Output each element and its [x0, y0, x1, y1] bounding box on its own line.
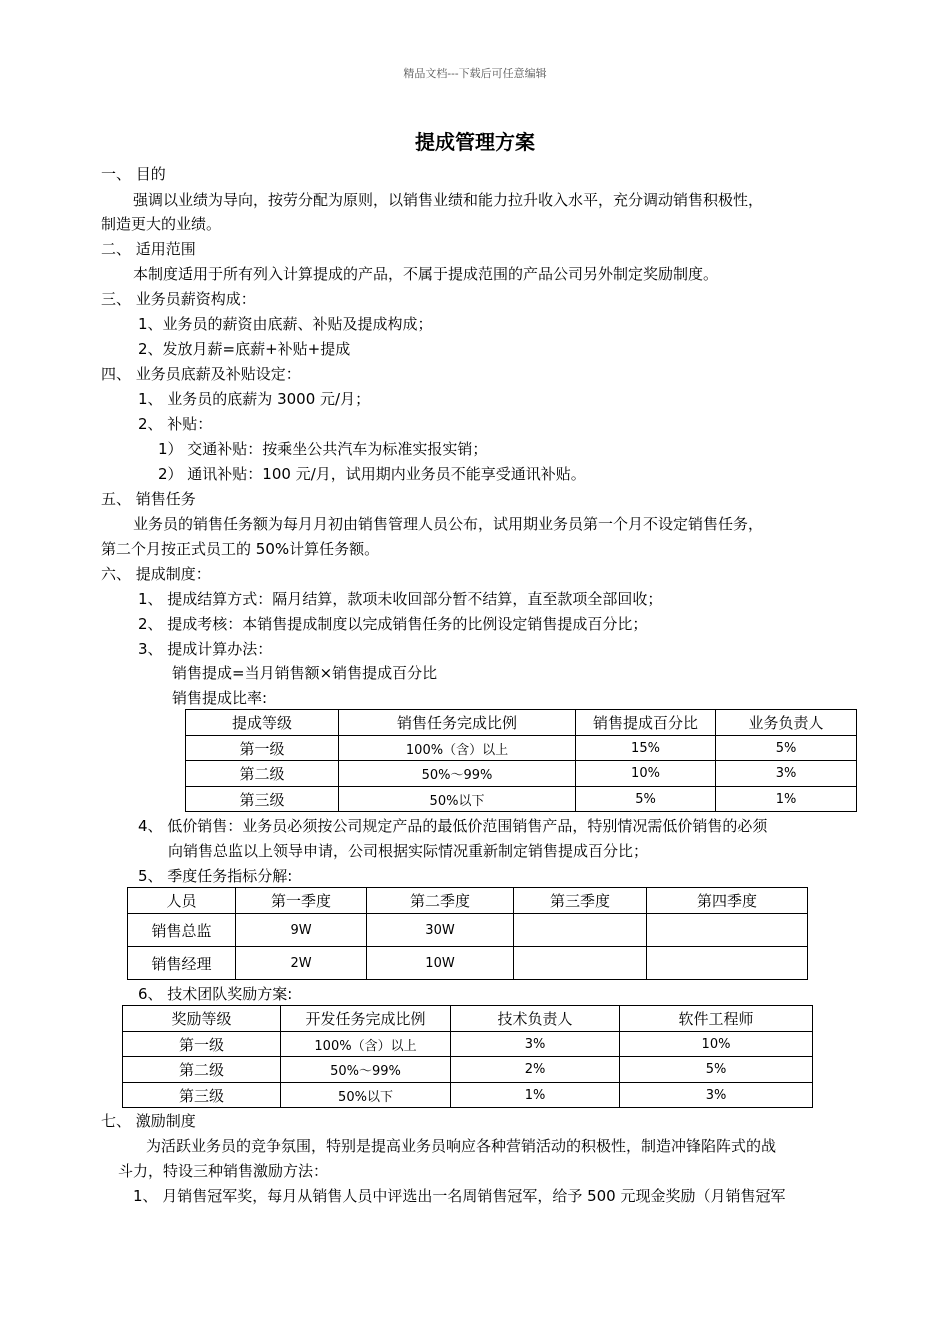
table-cell: 2% — [451, 1057, 620, 1083]
table-cell: 5% — [716, 736, 857, 761]
table-cell: 第二级 — [123, 1057, 281, 1083]
tech-team-reward-table — [122, 1005, 813, 1108]
formula: 销售提成=当月销售额×销售提成百分比 — [172, 664, 438, 682]
section-heading: 四、 业务员底薪及补贴设定： — [101, 365, 301, 383]
table-cell: 1% — [451, 1083, 620, 1108]
table-row — [186, 761, 857, 787]
table-cell: 2W — [236, 947, 367, 980]
table-header-cell: 软件工程师 — [620, 1006, 813, 1032]
table-cell: 30W — [367, 914, 514, 947]
table-row — [123, 1057, 813, 1083]
paragraph: 斗力，特设三种销售激励方法： — [118, 1162, 329, 1180]
list-item: 1、 月销售冠军奖，每月从销售人员中评选出一名周销售冠军，给予 500 元现金奖励（月销售冠军 — [133, 1187, 786, 1205]
table-header-cell: 第一季度 — [236, 888, 367, 914]
table-header-cell: 技术负责人 — [451, 1006, 620, 1032]
table-cell: 1% — [716, 787, 857, 812]
list-item: 1、 业务员的底薪为 3000 元/月； — [138, 390, 371, 408]
table-cell: 销售经理 — [128, 947, 236, 980]
section-heading: 五、 销售任务 — [101, 490, 196, 508]
table-cell: 3% — [451, 1032, 620, 1057]
table-cell: 10W — [367, 947, 514, 980]
table-cell: 3% — [620, 1083, 813, 1108]
list-item: 1、 提成结算方式：隔月结算，款项未收回部分暂不结算，直至款项全部回收； — [138, 590, 663, 608]
list-item: 5、 季度任务指标分解: — [138, 867, 293, 885]
section-heading: 一、 目的 — [101, 165, 166, 183]
paragraph: 本制度适用于所有列入计算提成的产品，不属于提成范围的产品公司另外制定奖励制度。 — [133, 265, 719, 283]
list-item: 4、 低价销售：业务员必须按公司规定产品的最低价范围销售产品，特别情况需低价销售的必须 — [138, 817, 768, 835]
table-cell: 第一级 — [186, 736, 339, 761]
section-heading: 二、 适用范围 — [101, 240, 196, 258]
paragraph: 为活跃业务员的竞争氛围，特别是提高业务员响应各种营销活动的积极性，制造冲锋陷阵式的战 — [146, 1137, 777, 1155]
quarterly-target-table — [127, 887, 808, 980]
table-row — [123, 1083, 813, 1108]
table-cell: 销售总监 — [128, 914, 236, 947]
table-cell: 第三级 — [123, 1083, 281, 1108]
table-row — [128, 914, 808, 947]
table-cell — [647, 914, 808, 947]
table-header-cell: 业务负责人 — [716, 710, 857, 736]
paragraph: 业务员的销售任务额为每月月初由销售管理人员公布，试用期业务员第一个月不设定销售任务， — [133, 515, 764, 533]
table-header-cell: 提成等级 — [186, 710, 339, 736]
table-row — [186, 736, 857, 761]
paragraph: 制造更大的业绩。 — [101, 215, 222, 233]
table-cell: 50%以下 — [281, 1083, 451, 1108]
paragraph: 第二个月按正式员工的 50%计算任务额。 — [101, 540, 380, 558]
table-row — [186, 787, 857, 812]
table-row — [123, 1032, 813, 1057]
list-subitem: 2） 通讯补贴：100 元/月，试用期内业务员不能享受通讯补贴。 — [158, 465, 586, 483]
table-caption: 销售提成比率: — [172, 689, 268, 707]
table-header-cell: 第二季度 — [367, 888, 514, 914]
list-item: 2、发放月薪=底薪+补贴+提成 — [138, 340, 351, 358]
table-row — [128, 947, 808, 980]
table-header-cell: 人员 — [128, 888, 236, 914]
table-cell: 10% — [576, 761, 716, 787]
table-cell: 10% — [620, 1032, 813, 1057]
table-cell: 50%以下 — [339, 787, 576, 812]
table-cell: 9W — [236, 914, 367, 947]
table-cell: 15% — [576, 736, 716, 761]
list-item: 2、 补贴： — [138, 415, 213, 433]
table-cell: 50%～99% — [281, 1057, 451, 1083]
table-header-cell: 销售提成百分比 — [576, 710, 716, 736]
table-header-cell: 第三季度 — [514, 888, 647, 914]
section-heading: 六、 提成制度： — [101, 565, 211, 583]
table-cell — [514, 914, 647, 947]
list-item: 6、 技术团队奖励方案: — [138, 985, 293, 1003]
list-subitem: 1） 交通补贴：按乘坐公共汽车为标准实报实销； — [158, 440, 488, 458]
table-cell — [514, 947, 647, 980]
table-cell: 3% — [716, 761, 857, 787]
table-header-cell: 开发任务完成比例 — [281, 1006, 451, 1032]
table-cell: 5% — [576, 787, 716, 812]
paragraph: 强调以业绩为导向，按劳分配为原则，以销售业绩和能力拉升收入水平，充分调动销售积极性， — [133, 191, 764, 209]
table-cell: 第一级 — [123, 1032, 281, 1057]
table-cell: 100%（含）以上 — [281, 1032, 451, 1057]
table-cell: 50%～99% — [339, 761, 576, 787]
list-item: 1、业务员的薪资由底薪、补贴及提成构成； — [138, 315, 433, 333]
table-cell: 100%（含）以上 — [339, 736, 576, 761]
table-cell: 第三级 — [186, 787, 339, 812]
section-heading: 三、 业务员薪资构成： — [101, 290, 256, 308]
table-cell: 5% — [620, 1057, 813, 1083]
list-item: 3、 提成计算办法： — [138, 640, 273, 658]
table-cell: 第二级 — [186, 761, 339, 787]
table-header-cell: 销售任务完成比例 — [339, 710, 576, 736]
list-item: 2、 提成考核：本销售提成制度以完成销售任务的比例设定销售提成百分比； — [138, 615, 648, 633]
table-header-cell: 奖励等级 — [123, 1006, 281, 1032]
list-item-continued: 向销售总监以上领导申请，公司根据实际情况重新制定销售提成百分比； — [168, 842, 649, 860]
page-title: 提成管理方案 — [415, 130, 535, 154]
page-header: 精品文档---下载后可任意编辑 — [403, 67, 547, 80]
section-heading: 七、 激励制度 — [101, 1112, 196, 1130]
commission-rate-table — [185, 709, 857, 812]
table-header-cell: 第四季度 — [647, 888, 808, 914]
table-cell — [647, 947, 808, 980]
